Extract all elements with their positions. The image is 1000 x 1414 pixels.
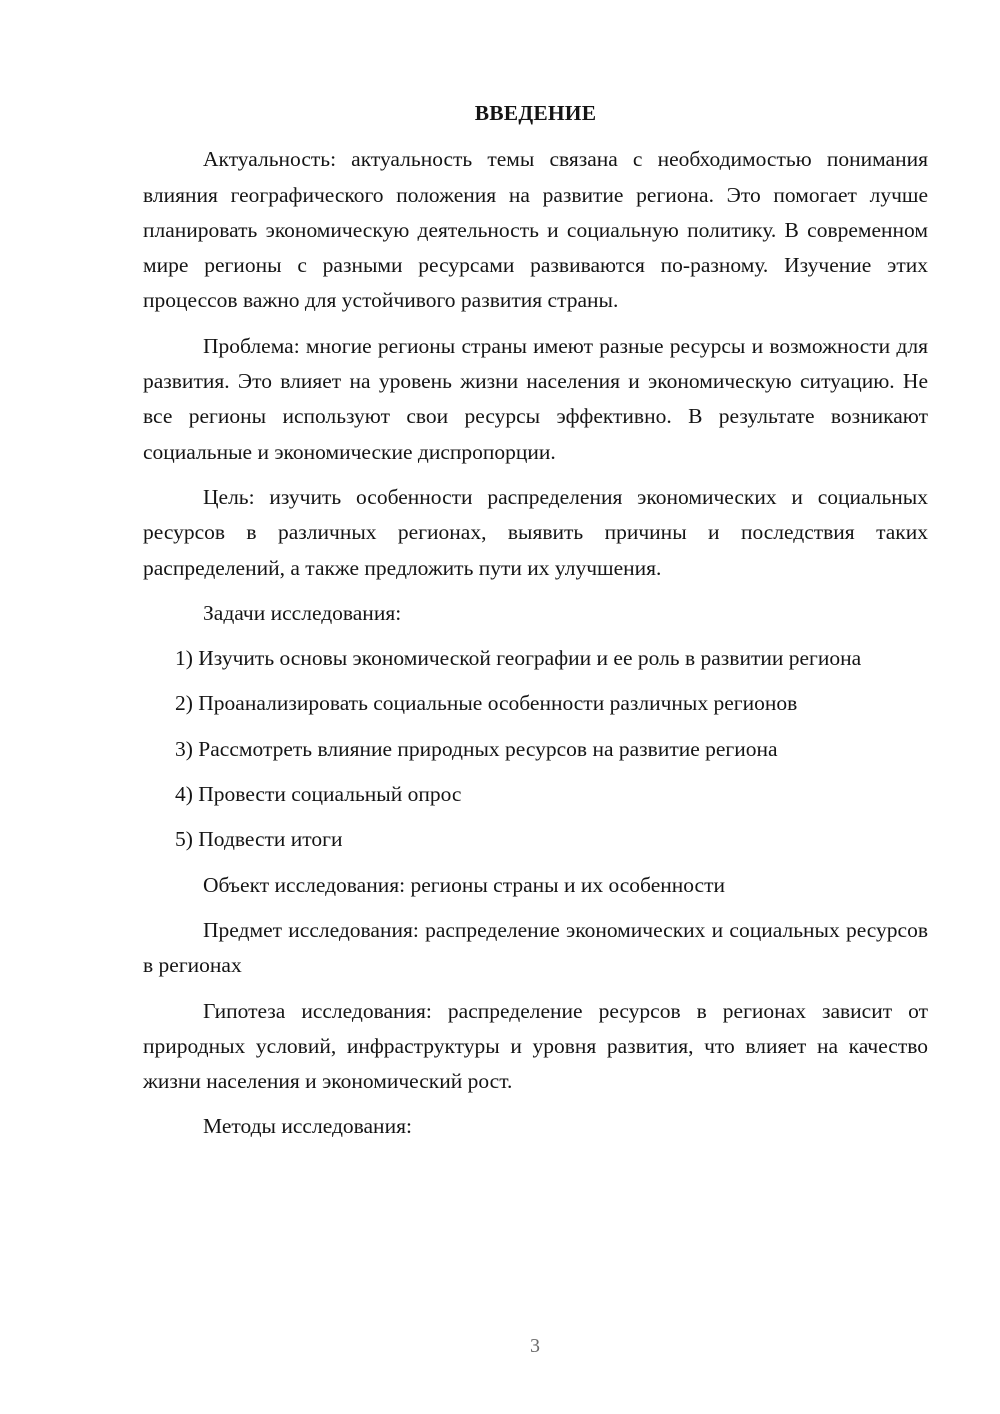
methods-heading: Методы исследования: <box>203 1114 412 1139</box>
section-title: ВВЕДЕНИЕ <box>474 101 597 125</box>
paragraph-object: Объект исследования: регионы страны и их особенности <box>203 872 725 897</box>
paragraph-problem: Проблема: многие регионы страны имеют разные ресурсы и возможности для развития. Это влияет на уровень жизни населения и экономическую ситуацию. Не все регионы используют свои ресурсы эффективно. В результате возникают социальные и экономические диспропорции. <box>143 333 928 464</box>
paragraph-relevance: Актуальность: актуальность темы связана с необходимостью понимания влияния географического положения на развитие региона. Это помогает лучше планировать экономическую деятельность и социальную политику. В современном мире регионы с разными ресурсами развиваются по-разному. Изучение этих процессов важно для устойчивого развития страны. <box>143 147 928 313</box>
task-item: 3) Рассмотреть влияние природных ресурсов на развитие региона <box>175 736 778 761</box>
tasks-heading: Задачи исследования: <box>203 600 402 625</box>
paragraph-hypothesis: Гипотеза исследования: распределение ресурсов в регионах зависит от природных условий, инфраструктуры и уровня развития, что влияет на качество жизни населения и экономический рост. <box>143 998 928 1094</box>
task-item: 1) Изучить основы экономической географии и ее роль в развитии региона <box>175 646 862 671</box>
task-item: 4) Провести социальный опрос <box>175 782 462 807</box>
task-item: 2) Проанализировать социальные особенности различных регионов <box>175 691 798 716</box>
page-number: 3 <box>530 1335 540 1357</box>
page-content <box>143 96 928 1155</box>
task-item: 5) Подвести итоги <box>175 827 343 852</box>
paragraph-goal: Цель: изучить особенности распределения экономических и социальных ресурсов в различных регионах, выявить причины и последствия таких распределений, а также предложить пути их улучшения. <box>143 484 928 580</box>
paragraph-subject: Предмет исследования: распределение экономических и социальных ресурсов в регионах <box>143 917 928 978</box>
